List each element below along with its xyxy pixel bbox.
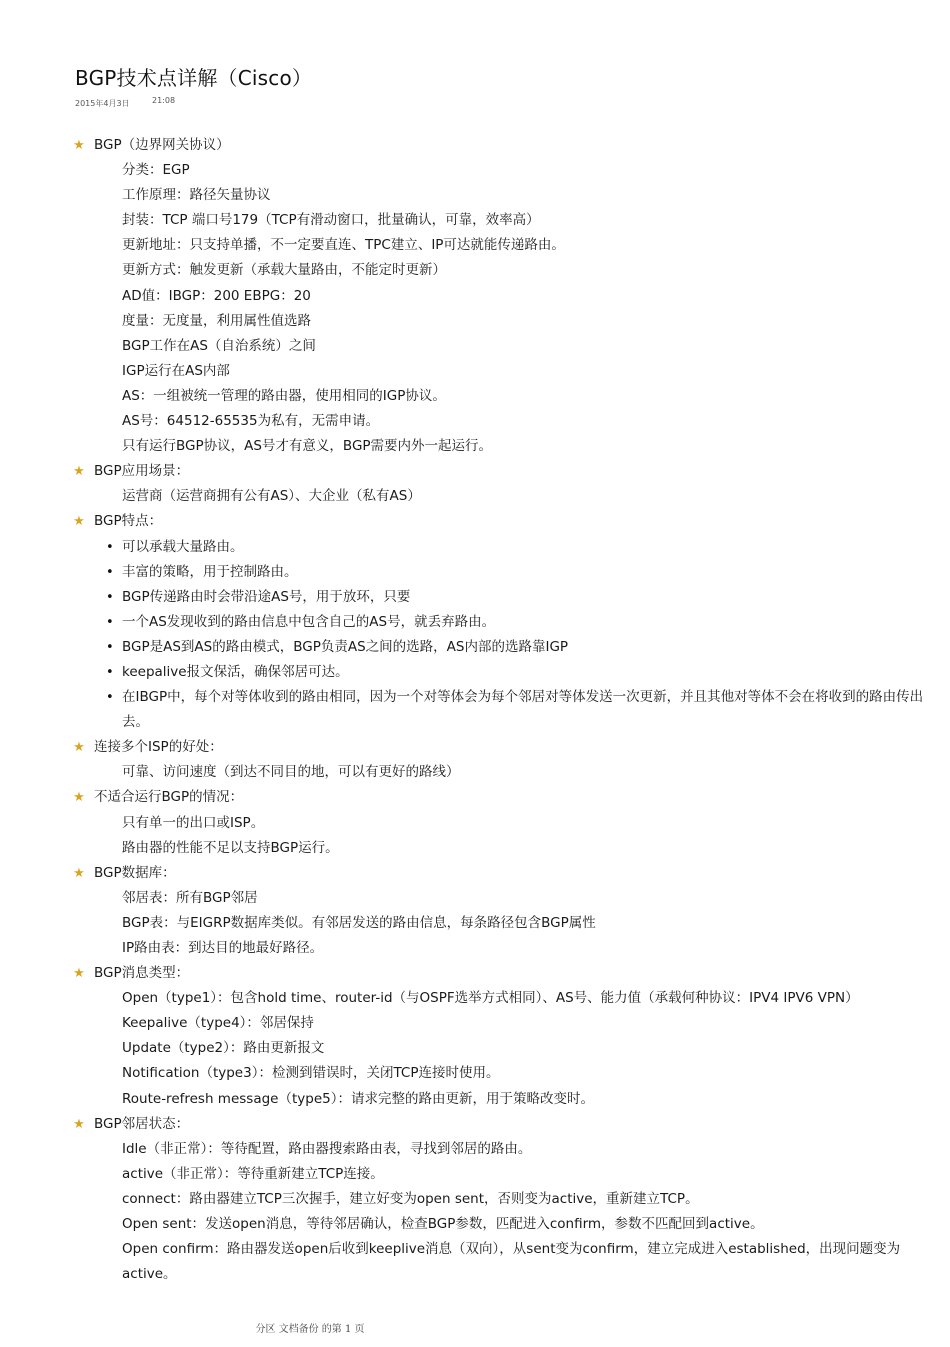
list-item	[0, 986, 950, 1011]
list-item	[0, 1162, 950, 1187]
item-text: AD值：IBGP：200 EBPG：20	[122, 287, 311, 304]
bullet-item	[0, 610, 950, 635]
section-heading-text: BGP数据库：	[94, 864, 176, 881]
item-text: 更新方式：触发更新（承载大量路由，不能定时更新）	[122, 262, 446, 279]
item-text: 度量：无度量，利用属性值选路	[122, 312, 311, 329]
item-text: Idle（非正常）：等待配置，路由器搜索路由表，寻找到邻居的路由。	[122, 1140, 532, 1157]
star-icon: ★	[73, 138, 85, 153]
section-heading-text: BGP邻居状态：	[94, 1115, 190, 1132]
list-item	[0, 836, 950, 861]
section-heading-text: BGP特点：	[94, 513, 163, 530]
list-item	[0, 1087, 950, 1112]
item-text: BGP工作在AS（自治系统）之间	[122, 337, 316, 354]
star-icon: ★	[73, 464, 85, 480]
item-text: 可靠、访问速度（到达不同目的地，可以有更好的路线）	[122, 764, 460, 781]
star-icon: ★	[73, 790, 85, 806]
bullet-dot-icon: •	[106, 589, 114, 605]
list-item	[0, 1061, 950, 1086]
item-text: 更新地址：只支持单播，不一定要直连、TPC建立、IP可达就能传递路由。	[122, 237, 565, 254]
item-text: 封装：TCP 端口号179（TCP有滑动窗口，批量确认，可靠，效率高）	[122, 212, 540, 229]
item-text: 运营商（运营商拥有公有AS）、大企业（私有AS）	[122, 488, 421, 505]
list-item	[0, 1036, 950, 1061]
item-text: 路由器的性能不足以支持BGP运行。	[122, 839, 339, 856]
list-item	[0, 284, 950, 309]
section-heading	[0, 861, 950, 886]
item-text: 在IBGP中，每个对等体收到的路由相同，因为一个对等体会为每个邻居对等体发送一次更新，并且其他对等体不会在将收到的路由传出去。	[122, 689, 924, 731]
bullet-dot-icon: •	[106, 690, 114, 706]
page-title: BGP技术点详解（Cisco）	[75, 66, 313, 90]
item-text: Route-refresh message（type5）：请求完整的路由更新，用于策略改变时。	[122, 1090, 594, 1107]
list-item	[0, 434, 950, 459]
item-text: keepalive报文保活，确保邻居可达。	[122, 663, 349, 680]
list-item	[0, 1011, 950, 1036]
section-heading	[0, 459, 950, 484]
section-heading	[0, 509, 950, 534]
star-icon: ★	[73, 740, 85, 756]
item-text: active（非正常）：等待重新建立TCP连接。	[122, 1165, 384, 1182]
list-item	[0, 384, 950, 409]
item-text: BGP是AS到AS的路由模式，BGP负责AS之间的选路，AS内部的选路靠IGP	[122, 638, 569, 655]
item-text: connect：路由器建立TCP三次握手，建立好变为open sent，否则变为active，重新建立TCP。	[122, 1190, 699, 1207]
list-item	[0, 258, 950, 283]
list-item	[0, 158, 950, 183]
section-heading-text: 连接多个ISP的好处：	[94, 739, 223, 756]
item-text: IGP运行在AS内部	[122, 362, 230, 379]
list-item	[0, 484, 950, 509]
list-item	[0, 309, 950, 334]
bullet-dot-icon: •	[106, 564, 114, 580]
item-text: 分类：EGP	[122, 162, 190, 179]
section-heading-text: BGP（边界网关协议）	[94, 137, 230, 153]
list-item	[0, 1212, 950, 1237]
item-text: AS号：64512-65535为私有，无需申请。	[122, 413, 380, 430]
item-text: 可以承载大量路由。	[122, 538, 244, 555]
star-icon: ★	[73, 1116, 85, 1132]
bullet-item	[0, 585, 950, 610]
list-item	[0, 334, 950, 359]
star-icon: ★	[73, 865, 85, 881]
bullet-item	[0, 685, 950, 735]
bullet-dot-icon: •	[106, 539, 114, 555]
section-heading-text: BGP消息类型：	[94, 965, 190, 982]
list-item	[0, 233, 950, 258]
bullet-item	[0, 635, 950, 660]
section-heading-text: BGP应用场景：	[94, 463, 190, 480]
item-text: 一个AS发现收到的路由信息中包含自己的AS号，就丢弃路由。	[122, 613, 496, 630]
item-text: Keepalive（type4）：邻居保持	[122, 1015, 314, 1032]
created-date: 2015年4月3日	[75, 99, 130, 108]
list-item	[0, 359, 950, 384]
bullet-item	[0, 660, 950, 685]
created-time: 21:08	[152, 96, 176, 105]
list-item	[0, 409, 950, 434]
list-item	[0, 208, 950, 233]
section-heading	[0, 1112, 950, 1137]
item-text: Open（type1）：包含hold time、router-id（与OSPF选举方式相同）、AS号、能力值（承载何种协议：IPV4 IPV6 VPN）	[122, 990, 859, 1007]
list-item	[0, 760, 950, 785]
item-text: BGP传递路由时会带沿途AS号，用于放环，只要	[122, 588, 411, 605]
item-text: Update（type2）：路由更新报文	[122, 1040, 325, 1057]
list-item	[0, 1137, 950, 1162]
bullet-item	[0, 535, 950, 560]
bullet-dot-icon: •	[106, 614, 114, 630]
item-text: 工作原理：路径矢量协议	[122, 187, 271, 204]
bullet-dot-icon: •	[106, 664, 114, 680]
notes-body	[0, 133, 950, 1287]
item-text: 丰富的策略，用于控制路由。	[122, 563, 298, 580]
list-item	[0, 886, 950, 911]
list-item	[0, 911, 950, 936]
section-heading	[0, 133, 950, 158]
section-heading	[0, 961, 950, 986]
list-item	[0, 183, 950, 208]
item-text: 只有运行BGP协议，AS号才有意义，BGP需要内外一起运行。	[122, 438, 493, 455]
item-text: 邻居表：所有BGP邻居	[122, 889, 258, 906]
item-text: BGP表：与EIGRP数据库类似。有邻居发送的路由信息，每条路径包含BGP属性	[122, 914, 596, 931]
section-heading	[0, 785, 950, 810]
section-heading-text: 不适合运行BGP的情况：	[94, 789, 244, 806]
item-text: Notification（type3）：检测到错误时，关闭TCP连接时使用。	[122, 1065, 500, 1082]
star-icon: ★	[73, 966, 85, 982]
page-footer: 分区 文档备份 的第 1 页	[255, 1324, 365, 1335]
list-item	[0, 936, 950, 961]
item-text: Open sent：发送open消息，等待邻居确认，检查BGP参数，匹配进入confirm，参数不匹配回到active。	[122, 1216, 764, 1233]
bullet-item	[0, 560, 950, 585]
list-item	[0, 1187, 950, 1212]
bullet-dot-icon: •	[106, 639, 114, 655]
item-text: 只有单一的出口或ISP。	[122, 814, 265, 831]
item-text: Open confirm：路由器发送open后收到keeplive消息（双向），从sent变为confirm，建立完成进入established，出现问题变为active。	[122, 1241, 901, 1283]
item-text: IP路由表：到达目的地最好路径。	[122, 940, 324, 956]
list-item	[0, 811, 950, 836]
item-text: AS：一组被统一管理的路由器，使用相同的IGP协议。	[122, 387, 446, 404]
list-item	[0, 1237, 950, 1287]
section-heading	[0, 735, 950, 760]
star-icon: ★	[73, 514, 85, 530]
